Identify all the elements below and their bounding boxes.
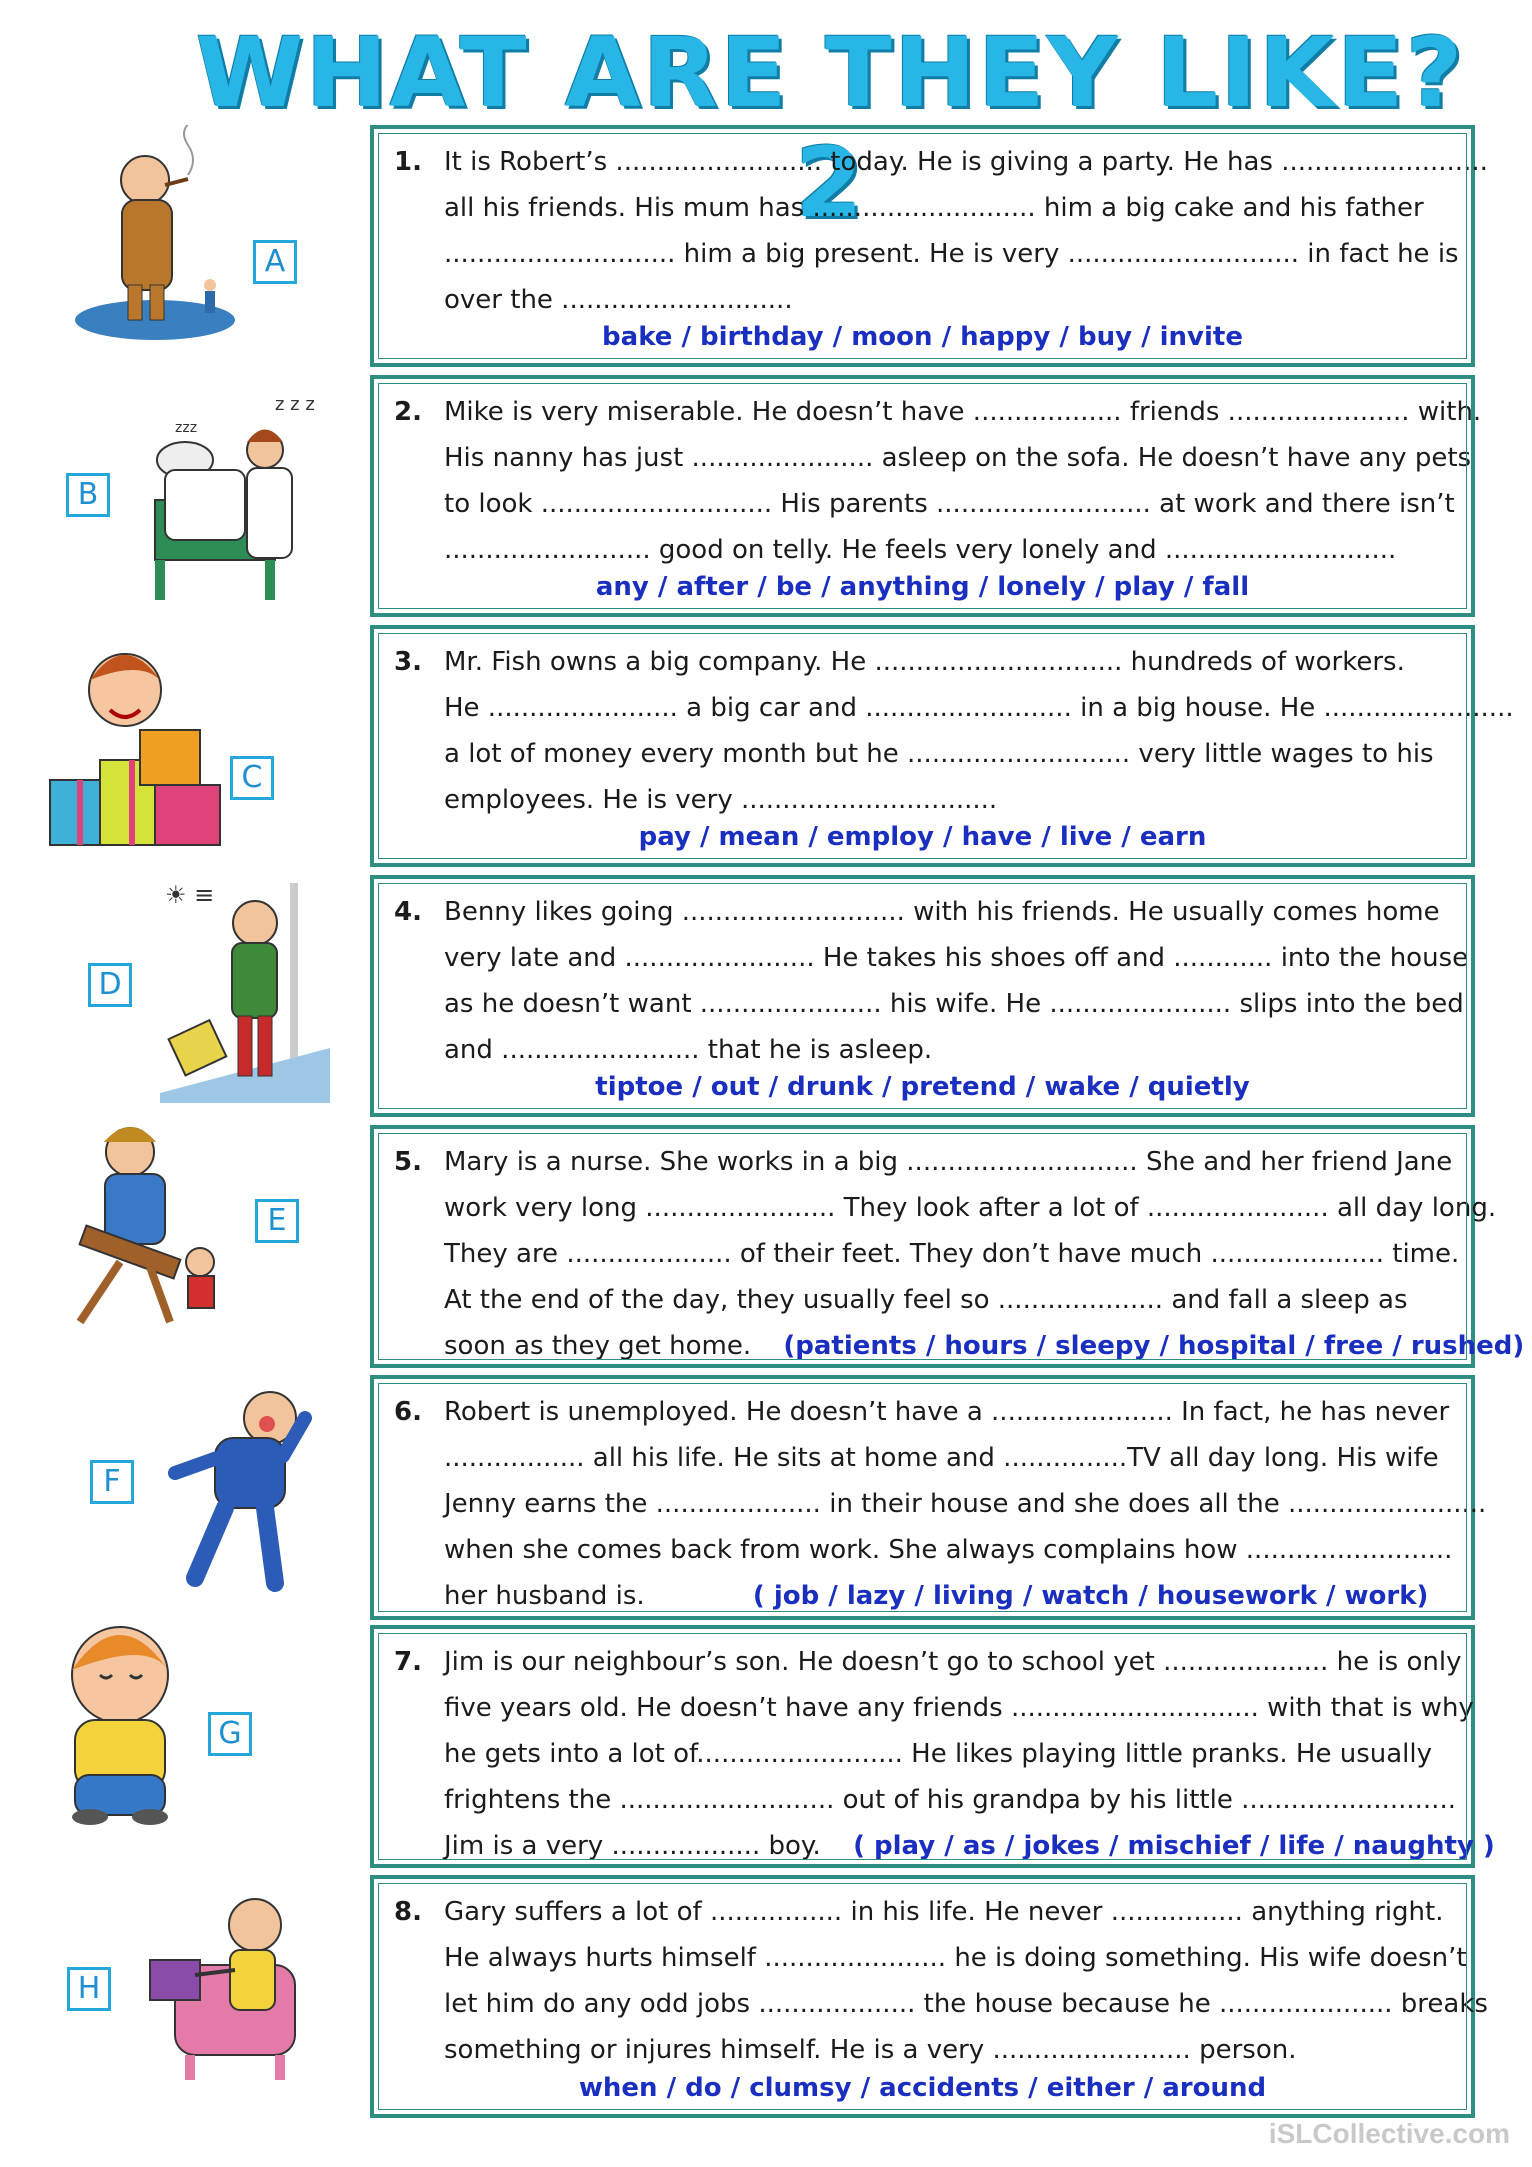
exercise-number: 6. xyxy=(394,1397,422,1427)
text-line: when she comes back from work. She always complains how ......................... xyxy=(444,1535,1453,1565)
letter-box: A xyxy=(253,240,297,284)
exercise-number: 2. xyxy=(394,397,422,427)
exercise-number: 5. xyxy=(394,1147,422,1177)
text-line: Mr. Fish owns a big company. He .............................. hundreds of workers. xyxy=(444,647,1405,677)
text-line: Jenny earns the .................... in their house and she does all the ........................ xyxy=(444,1489,1487,1519)
watermark: iSLCollective.com xyxy=(1268,2118,1510,2149)
text-line: They are .................... of their feet. They don’t have much ..................... time. xyxy=(444,1239,1460,1269)
text-line: frightens the .......................... out of his grandpa by his little .......................... xyxy=(444,1785,1456,1815)
lazy-man-icon xyxy=(155,1378,335,1598)
text-line: ............................ him a big present. He is very ............................ in fact he is xyxy=(444,239,1459,269)
letter-box: C xyxy=(230,756,274,800)
exercise-box xyxy=(370,1375,1487,1620)
text-line: He ....................... a big car and ......................... in a big house. He ....................... xyxy=(444,693,1514,723)
svg-text:z z z: z z z xyxy=(275,394,315,415)
text-line: Benny likes going ........................... with his friends. He usually comes home xyxy=(444,897,1440,927)
letter-box: E xyxy=(255,1199,299,1243)
word-bank: ( play / as / jokes / mischief / life / naughty ) xyxy=(853,1831,1495,1861)
exercise-number: 1. xyxy=(394,147,422,177)
text-line: At the end of the day, they usually feel so .................... and fall a sleep as xyxy=(444,1285,1408,1315)
exercise-box xyxy=(370,625,1514,867)
worksheet-title: WHAT ARE THEY LIKE? 2 xyxy=(195,17,1465,239)
word-bank: tiptoe / out / drunk / pretend / wake / quietly xyxy=(595,1072,1250,1102)
crying-boy-icon xyxy=(45,1615,195,1825)
text-line: employees. He is very ............................... xyxy=(444,785,998,815)
text-line: Jim is a very .................. boy. xyxy=(444,1831,821,1861)
exercise-number: 3. xyxy=(394,647,422,677)
text-line: work very long ....................... They look after a lot of ...................... all day long. xyxy=(444,1193,1497,1223)
text-line: her husband is. xyxy=(444,1581,645,1611)
word-bank: ( job / lazy / living / watch / housework / work) xyxy=(752,1581,1429,1611)
exercise-number: 4. xyxy=(394,897,422,927)
text-line: His nanny has just ...................... asleep on the sofa. He doesn’t have any pets xyxy=(444,443,1472,473)
word-bank: pay / mean / employ / have / live / earn xyxy=(638,822,1207,852)
text-line: very late and ....................... He takes his shoes off and ............ into the house xyxy=(444,943,1469,973)
letter-box: G xyxy=(208,1712,252,1756)
svg-text:zzz: zzz xyxy=(175,420,198,436)
exercise-box xyxy=(370,125,1488,367)
text-line: over the ............................ xyxy=(444,285,793,315)
child-with-presents-icon xyxy=(40,630,230,850)
exercise-number: 7. xyxy=(394,1647,422,1677)
text-line: soon as they get home. xyxy=(444,1331,752,1361)
text-line: five years old. He doesn’t have any friends .............................. with that is why xyxy=(444,1693,1474,1723)
sleeping-nanny-icon xyxy=(135,380,320,605)
word-bank: bake / birthday / moon / happy / buy / invite xyxy=(602,322,1243,352)
text-line: Jim is our neighbour’s son. He doesn’t go to school yet .................... he is only xyxy=(444,1647,1462,1677)
text-line: It is Robert’s ......................... today. He is giving a party. He has ......................... xyxy=(444,147,1488,177)
text-line: Mike is very miserable. He doesn’t have .................. friends ...................... with. xyxy=(444,397,1482,427)
clumsy-man-icon xyxy=(135,1875,325,2085)
text-line: let him do any odd jobs ................... the house because he ..................... breaks xyxy=(444,1989,1488,2019)
exercise-number: 8. xyxy=(394,1897,422,1927)
man-with-cigar-icon xyxy=(70,125,240,345)
svg-text:☀ ≡: ☀ ≡ xyxy=(165,881,215,909)
letter-box: D xyxy=(88,963,132,1007)
text-line: a lot of money every month but he ........................... very little wages to his xyxy=(444,739,1434,769)
letter-box: B xyxy=(66,473,110,517)
letter-box: F xyxy=(90,1460,134,1504)
exercise-box xyxy=(370,1875,1488,2118)
exercise-box xyxy=(370,375,1482,617)
exercise-box xyxy=(370,875,1475,1117)
text-line: Gary suffers a lot of ................ in his life. He never ................ anything right. xyxy=(444,1897,1444,1927)
word-bank: any / after / be / anything / lonely / play / fall xyxy=(595,572,1250,602)
text-line: Robert is unemployed. He doesn’t have a ...................... In fact, he has never xyxy=(444,1397,1450,1427)
text-line: as he doesn’t want ...................... his wife. He ...................... slips into the bed xyxy=(444,989,1464,1019)
text-line: something or injures himself. He is a very ........................ person. xyxy=(444,2035,1297,2065)
text-line: Mary is a nurse. She works in a big ............................ She and her friend Jane xyxy=(444,1147,1453,1177)
tired-nurse-icon xyxy=(60,1112,240,1332)
text-line: He always hurts himself ...................... he is doing something. His wife doesn’t xyxy=(444,1943,1467,1973)
exercise-box xyxy=(370,1625,1495,1868)
text-line: he gets into a lot of......................... He likes playing little pranks. He usually xyxy=(444,1739,1432,1769)
word-bank: (patients / hours / sleepy / hospital / free / rushed) xyxy=(783,1331,1525,1361)
text-line: to look ............................ His parents .......................... at work and there isn’t xyxy=(444,489,1455,519)
text-line: and ........................ that he is asleep. xyxy=(444,1035,933,1065)
drunk-man-icon xyxy=(160,878,330,1103)
word-bank: when / do / clumsy / accidents / either / around xyxy=(578,2073,1267,2103)
text-line: all his friends. His mum has ........................... him a big cake and his father xyxy=(444,193,1424,223)
letter-box: H xyxy=(67,1967,111,2011)
text-line: ......................... good on telly. He feels very lonely and ............................ xyxy=(444,535,1397,565)
exercise-box xyxy=(370,1125,1525,1368)
text-line: ................. all his life. He sits at home and ...............TV all day long. His wife xyxy=(444,1443,1439,1473)
